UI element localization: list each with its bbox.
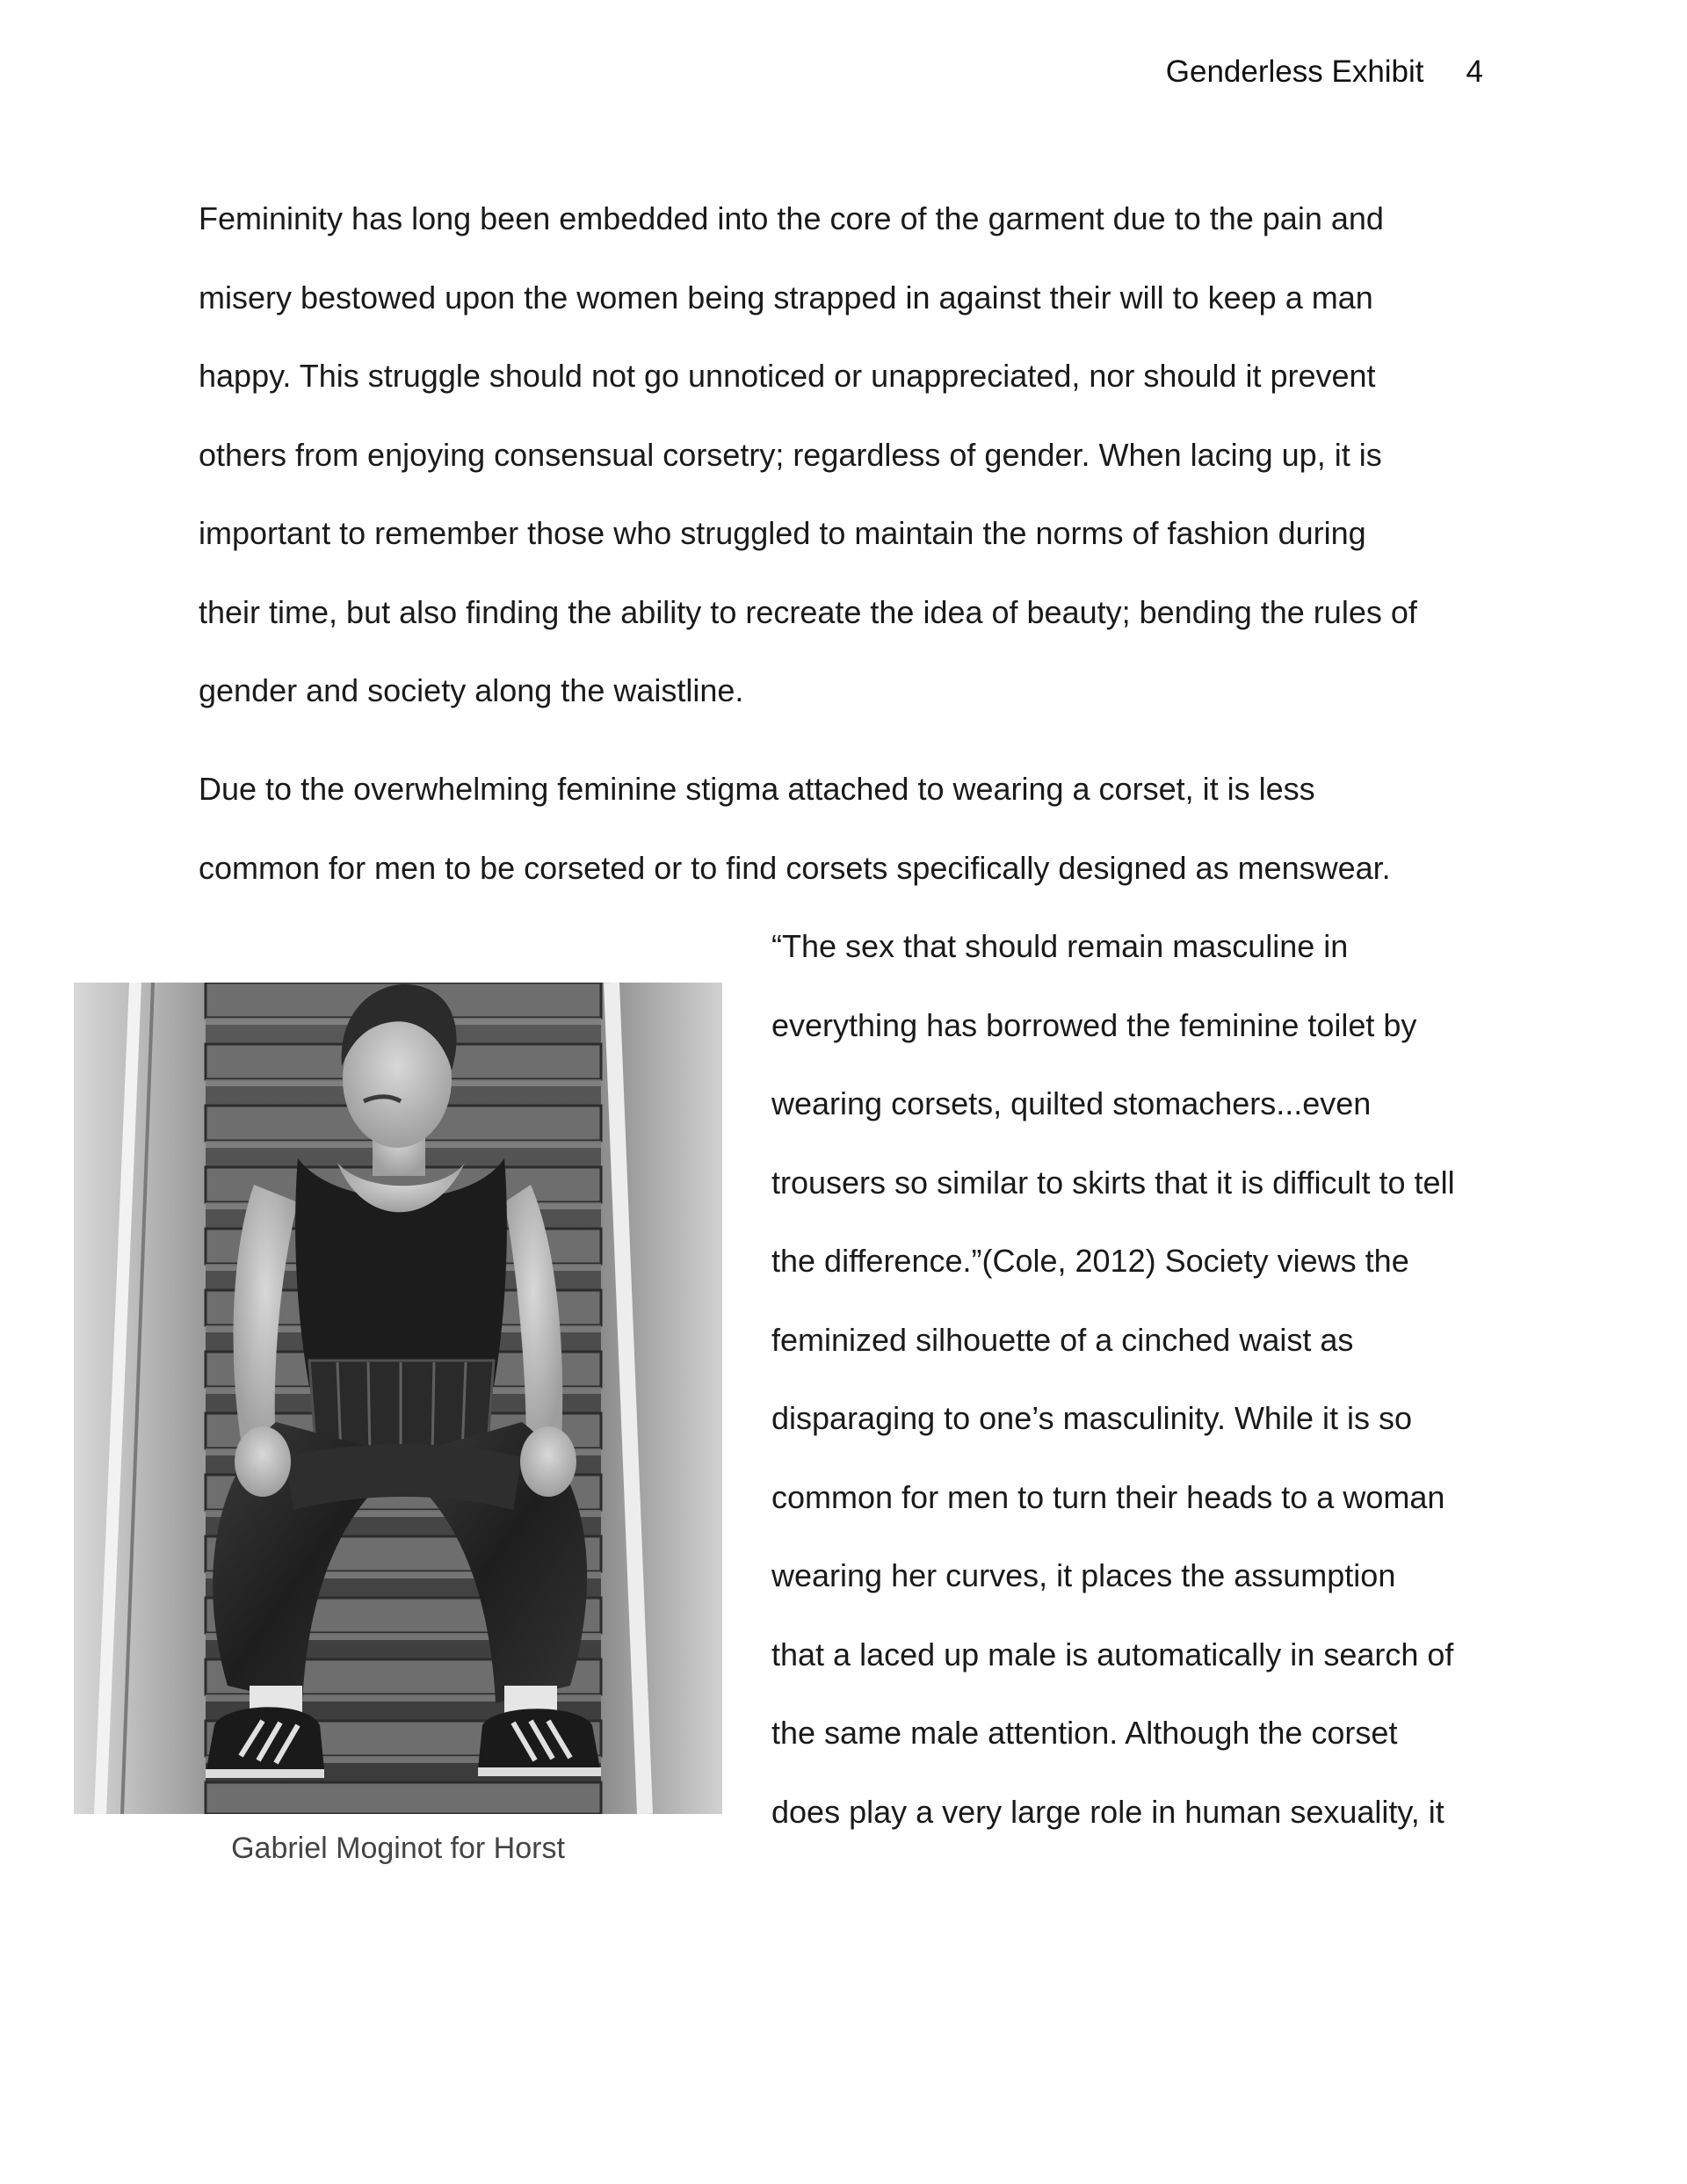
- text-line: Due to the overwhelming feminine stigma attached to wearing a corset, it is less: [199, 771, 1315, 807]
- text-line: that a laced up male is automatically in search of: [771, 1636, 1454, 1672]
- text-line: wearing her curves, it places the assumption: [771, 1557, 1396, 1593]
- text-line: does play a very large role in human sexuality, it: [771, 1793, 1444, 1830]
- figure-caption: Gabriel Moginot for Horst: [231, 1832, 565, 1865]
- paragraph-cole-quote: [771, 907, 1455, 1851]
- text-line: their time, but also finding the ability to recreate the idea of beauty; bending the rules of: [199, 593, 1417, 630]
- text-line: common for men to be corseted or to find corsets specifically designed as menswear.: [199, 849, 1391, 886]
- text-line: gender and society along the waistline.: [199, 672, 744, 708]
- header-title: Genderless Exhibit: [1165, 54, 1424, 89]
- text-line: everything has borrowed the feminine toilet by: [771, 1006, 1417, 1043]
- text-line: trousers so similar to skirts that it is difficult to tell: [771, 1164, 1455, 1201]
- text-line: “The sex that should remain masculine in: [771, 928, 1349, 964]
- text-line: disparaging to one’s masculinity. While it is so: [771, 1400, 1412, 1436]
- photo-man-in-corset-on-stairs: [74, 983, 722, 1814]
- paragraph-feminine-stigma: [199, 750, 1391, 907]
- text-line: important to remember those who struggled to maintain the norms of fashion during: [199, 515, 1366, 551]
- text-line: others from enjoying consensual corsetry; regardless of gender. When lacing up, it is: [199, 436, 1382, 473]
- text-line: the same male attention. Although the corset: [771, 1715, 1398, 1751]
- running-header: [1166, 54, 1483, 90]
- text-line: misery bestowed upon the women being strapped in against their will to keep a man: [199, 279, 1373, 316]
- text-line: feminized silhouette of a cinched waist as: [771, 1321, 1354, 1358]
- text-line: the difference.”(Cole, 2012) Society views the: [771, 1243, 1409, 1279]
- text-line: wearing corsets, quilted stomachers...even: [771, 1085, 1372, 1121]
- paragraph-corset-femininity: [199, 179, 1417, 730]
- text-line: common for men to turn their heads to a woman: [771, 1478, 1445, 1515]
- page-number: 4: [1466, 54, 1483, 89]
- text-line: Femininity has long been embedded into the core of the garment due to the pain and: [199, 200, 1384, 236]
- photo-illustration: [74, 983, 722, 1814]
- text-line: happy. This struggle should not go unnoticed or unappreciated, nor should it prevent: [199, 358, 1376, 394]
